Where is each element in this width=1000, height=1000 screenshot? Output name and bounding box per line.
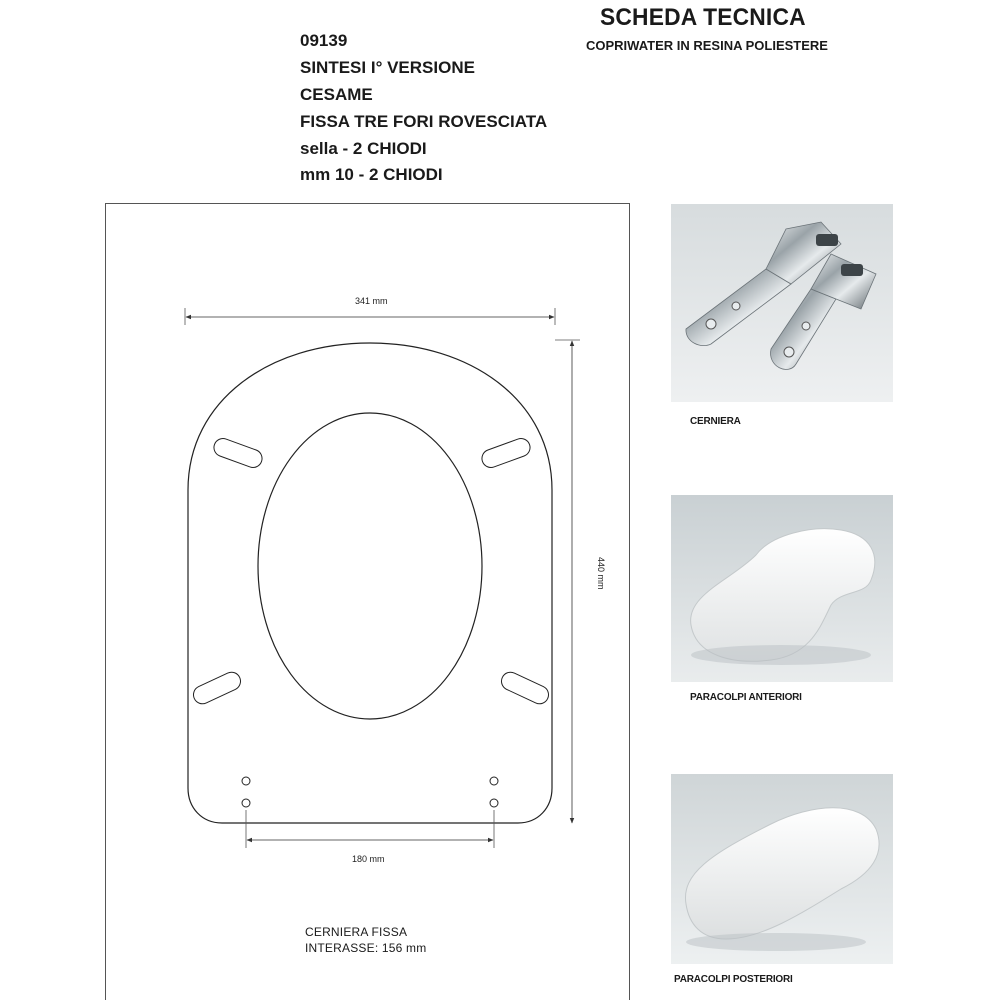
spec-value: mm 10 - 2 CHIODI [300, 165, 443, 184]
spec-value: SINTESI I° VERSIONE [300, 58, 475, 77]
bumper-slot-bottom-right [499, 669, 552, 706]
spec-value: FISSA TRE FORI ROVESCIATA [300, 112, 548, 131]
header-title: SCHEDA TECNICA [600, 4, 806, 31]
spec-value: sella - 2 CHIODI [300, 139, 427, 158]
footer-hinge-type: CERNIERA FISSA [305, 925, 408, 939]
hinge-hole [242, 777, 250, 785]
hinge-hole [490, 777, 498, 785]
header-subtitle: COPRIWATER IN RESINA POLIESTERE [586, 38, 828, 53]
width-dimension-label: 341 mm [355, 296, 388, 306]
front-bumper-photo [671, 495, 893, 682]
spec-value: CESAME [300, 85, 373, 104]
bumper-slot-top-right [479, 436, 532, 470]
bumper-slot-top-left [211, 436, 264, 470]
seat-inner-opening [258, 413, 482, 719]
bumper-slot-bottom-left [191, 669, 244, 706]
hinge-dimension-label: 180 mm [352, 854, 385, 864]
footer-hinge-spacing: INTERASSE: 156 mm [305, 941, 427, 955]
hinge-hole [490, 799, 498, 807]
rear-bumper-caption: PARACOLPI POSTERIORI [674, 974, 793, 985]
hinge-caption: CERNIERA [690, 416, 741, 427]
front-bumper-caption: PARACOLPI ANTERIORI [690, 692, 802, 703]
hinge-photo [671, 204, 893, 402]
seat-outline [188, 343, 552, 823]
rear-bumper-photo [671, 774, 893, 964]
spec-value: 09139 [300, 31, 348, 50]
hinge-hole [242, 799, 250, 807]
height-dimension-label: 440 mm [596, 557, 606, 590]
